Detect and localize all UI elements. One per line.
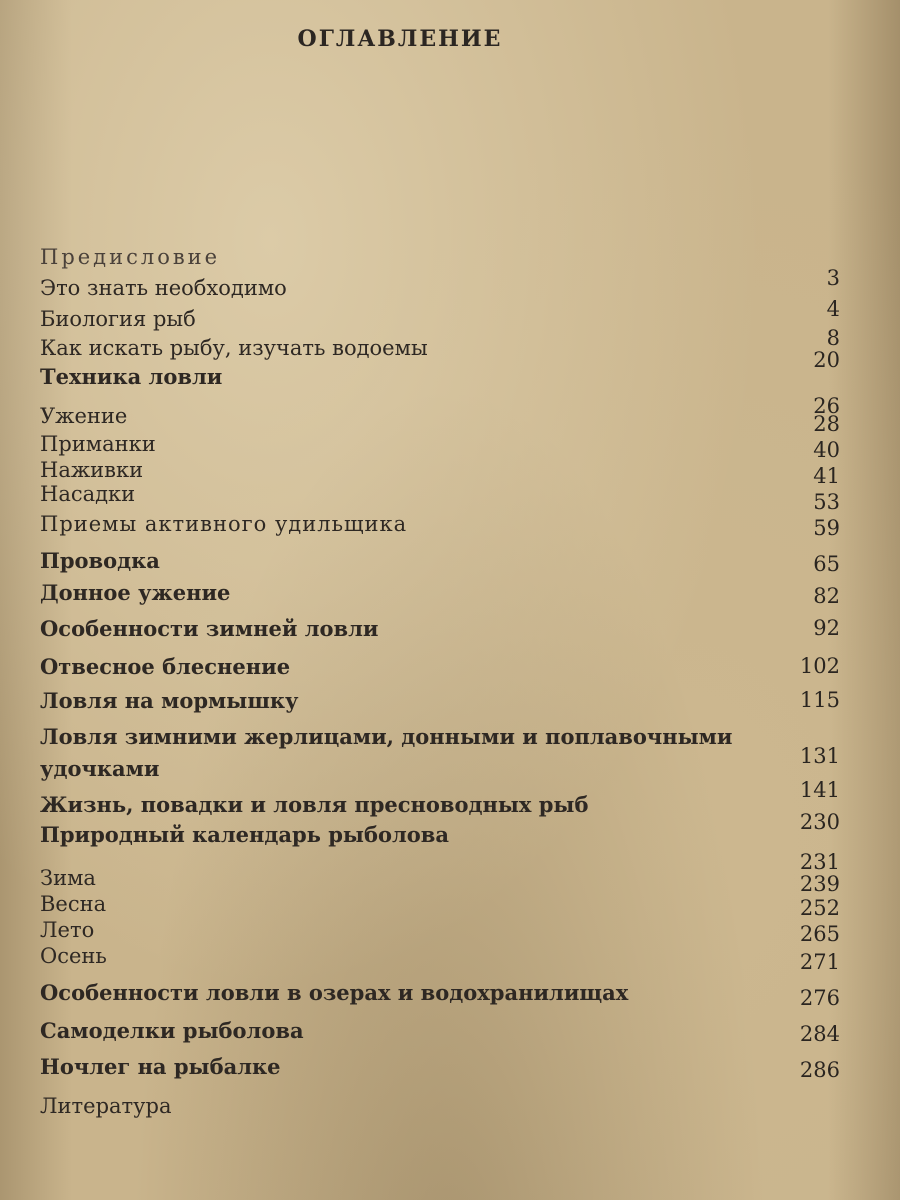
toc-entry — [40, 677, 840, 711]
toc-entry-page: 286 — [799, 1058, 840, 1082]
toc-entry — [40, 1079, 840, 1118]
toc-entry-page: 284 — [799, 1022, 840, 1046]
toc-entry-page: 28 — [813, 412, 840, 436]
toc-entry — [40, 937, 840, 974]
toc-entry-title: Это знать необходимо — [40, 276, 287, 300]
toc-entry — [40, 885, 840, 920]
toc-entry — [40, 397, 840, 436]
toc-entry — [40, 607, 840, 643]
toc-entry — [40, 837, 840, 874]
toc-entry-page: 141 — [799, 778, 840, 802]
table-of-contents — [40, 244, 840, 1118]
toc-entry-page: 239 — [799, 872, 840, 896]
toc-entry — [40, 451, 840, 488]
toc-entry-title: Самоделки рыболова — [40, 1018, 304, 1043]
toc-entry — [40, 911, 840, 946]
toc-entry-page: 8 — [826, 326, 840, 350]
toc-entry-title: удочками — [40, 756, 160, 781]
toc-entry-title: Ночлег на рыбалке — [40, 1054, 281, 1079]
toc-entry-title: Природный календарь рыболова — [40, 822, 450, 847]
toc-entry-title: Наживки — [40, 458, 144, 482]
toc-entry-title: Отвесное блеснение — [40, 654, 291, 679]
toc-entry-title: Донное ужение — [40, 580, 231, 605]
toc-entry-title: Жизнь, повадки и ловля пресноводных рыб — [40, 792, 589, 817]
toc-entry-page: 82 — [813, 584, 840, 608]
toc-entry-page: 230 — [799, 810, 840, 834]
toc-entry-page: 252 — [799, 896, 840, 920]
toc-entry-page: 115 — [799, 688, 840, 712]
toc-entry — [40, 807, 840, 847]
toc-entry — [40, 777, 840, 817]
toc-entry-page: 271 — [799, 950, 840, 974]
toc-entry — [40, 643, 840, 677]
toc-entry — [40, 477, 840, 514]
toc-entry — [40, 743, 840, 781]
toc-entry-title: Весна — [40, 892, 107, 916]
toc-entry-title: Проводка — [40, 548, 160, 573]
toc-entry — [40, 425, 840, 462]
toc-entry-title: Приемы активного удильщика — [40, 512, 408, 536]
toc-entry-page: 3 — [826, 266, 840, 290]
toc-entry-page: 41 — [813, 464, 840, 488]
toc-entry-title: Насадки — [40, 482, 136, 506]
toc-entry — [40, 509, 840, 541]
toc-entry-title: Приманки — [40, 432, 156, 456]
toc-entry-page: 265 — [799, 922, 840, 946]
toc-entry-title: Литература — [40, 1094, 172, 1118]
toc-entry — [40, 1041, 840, 1082]
toc-entry-title: Ловля на мормышку — [40, 688, 299, 713]
toc-entry-title: Предисловие — [40, 245, 221, 269]
toc-entry-title: Осень — [40, 944, 107, 968]
toc-entry-title: Зима — [40, 866, 96, 890]
toc-entry-title: Биология рыб — [40, 307, 196, 331]
toc-entry — [40, 859, 840, 896]
toc-entry-page: 4 — [826, 297, 840, 321]
toc-entry — [40, 266, 840, 306]
toc-entry-page: 40 — [813, 438, 840, 462]
toc-entry-title: Особенности зимней ловли — [40, 616, 379, 641]
toc-entry — [40, 326, 840, 363]
toc-entry-page: 92 — [813, 616, 840, 640]
toc-entry — [40, 541, 840, 576]
toc-entry — [40, 711, 840, 749]
toc-entry-page: 26 — [813, 394, 840, 418]
toc-entry-page: 53 — [813, 490, 840, 514]
toc-entry — [40, 297, 840, 335]
toc-entry — [40, 969, 840, 1010]
toc-entry-title: Лето — [40, 918, 95, 942]
toc-entry-title: Ловля зимними жерлицами, донными и поплавочными — [40, 724, 733, 749]
toc-entry-page: 276 — [799, 986, 840, 1010]
toc-entry-title: Ужение — [40, 404, 128, 428]
toc-entry-page: 131 — [799, 744, 840, 768]
toc-entry-page: 102 — [799, 654, 840, 678]
toc-entry-title: Техника ловли — [40, 364, 223, 389]
toc-entry — [40, 1005, 840, 1046]
toc-entry-page: 20 — [813, 348, 840, 372]
toc-entry-page: 231 — [799, 850, 840, 874]
toc-entry-title: Как искать рыбу, изучать водоемы — [40, 336, 428, 360]
toc-entry-page: 59 — [813, 516, 840, 540]
toc-entry-title: Особенности ловли в озерах и водохранилищах — [40, 980, 629, 1005]
toc-entry-page: 65 — [813, 552, 840, 576]
toc-entry — [40, 244, 840, 275]
page-title: ОГЛАВЛЕНИЕ — [297, 26, 503, 52]
toc-entry — [40, 573, 840, 607]
